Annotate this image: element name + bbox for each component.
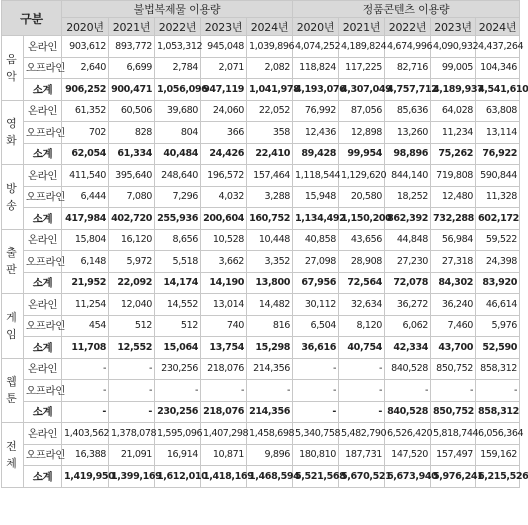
value-cell: 61,352 — [62, 100, 109, 122]
table-row — [2, 444, 520, 466]
header-illegal-usage: 불법복제물 이용량 — [62, 1, 293, 18]
value-cell: 2,082 — [247, 57, 293, 79]
header-year: 2021년 — [339, 18, 385, 36]
category-label: 영 화 — [2, 100, 24, 165]
value-cell: 6,504 — [293, 315, 339, 337]
value-cell: 21,091 — [109, 444, 155, 466]
value-cell: 512 — [155, 315, 201, 337]
value-cell: 11,328 — [476, 186, 520, 208]
value-cell: 1,039,896 — [247, 36, 293, 58]
value-cell: 417,984 — [62, 208, 109, 230]
value-cell: 1,118,544 — [293, 165, 339, 187]
value-cell: 1,595,096 — [155, 423, 201, 445]
value-cell: 5,976 — [476, 315, 520, 337]
value-cell: - — [339, 358, 385, 380]
row-type-label: 온라인 — [24, 423, 62, 445]
table-row — [2, 36, 520, 58]
value-cell: 10,448 — [247, 229, 293, 251]
table-row — [2, 165, 520, 187]
row-type-label: 오프라인 — [24, 444, 62, 466]
value-cell: 903,612 — [62, 36, 109, 58]
value-cell: 98,896 — [385, 143, 431, 165]
value-cell: 22,410 — [247, 143, 293, 165]
value-cell: 36,240 — [431, 294, 476, 316]
row-type-label: 소계 — [24, 79, 62, 101]
value-cell: - — [62, 358, 109, 380]
value-cell: 1,418,169 — [201, 466, 247, 488]
value-cell: 64,028 — [431, 100, 476, 122]
value-cell: 1,150,200 — [339, 208, 385, 230]
value-cell: 4,674,996 — [385, 36, 431, 58]
value-cell: 732,288 — [431, 208, 476, 230]
value-cell: 3,352 — [247, 251, 293, 273]
value-cell: 159,162 — [476, 444, 520, 466]
value-cell: 12,898 — [339, 122, 385, 144]
value-cell: - — [339, 401, 385, 423]
value-cell: 214,356 — [247, 401, 293, 423]
value-cell: 6,699 — [109, 57, 155, 79]
value-cell: 1,612,010 — [155, 466, 201, 488]
value-cell: 63,808 — [476, 100, 520, 122]
value-cell: 366 — [201, 122, 247, 144]
value-cell: 804 — [155, 122, 201, 144]
value-cell: 24,060 — [201, 100, 247, 122]
value-cell: 44,848 — [385, 229, 431, 251]
value-cell: 719,808 — [431, 165, 476, 187]
value-cell: 24,398 — [476, 251, 520, 273]
category-label: 출 판 — [2, 229, 24, 294]
row-type-label: 온라인 — [24, 358, 62, 380]
value-cell: 1,407,298 — [201, 423, 247, 445]
row-type-label: 소계 — [24, 337, 62, 359]
table-body — [2, 36, 528, 488]
value-cell: 5,521,568 — [293, 466, 339, 488]
value-cell: 1,399,169 — [109, 466, 155, 488]
table-row — [2, 122, 520, 144]
value-cell: 147,520 — [385, 444, 431, 466]
value-cell: 1,419,950 — [62, 466, 109, 488]
value-cell: 5,972 — [109, 251, 155, 273]
value-cell: - — [293, 358, 339, 380]
value-cell: 6,673,940 — [385, 466, 431, 488]
value-cell: 85,636 — [385, 100, 431, 122]
value-cell: 702 — [62, 122, 109, 144]
value-cell: 4,437,264 — [476, 36, 520, 58]
value-cell: 76,992 — [293, 100, 339, 122]
value-cell: 52,590 — [476, 337, 520, 359]
header-gubun: 구분 — [2, 1, 62, 36]
value-cell: 858,312 — [476, 401, 520, 423]
value-cell: 87,056 — [339, 100, 385, 122]
value-cell: 3,288 — [247, 186, 293, 208]
table-row — [2, 466, 520, 488]
header-year: 2020년 — [293, 18, 339, 36]
header-year: 2024년 — [247, 18, 293, 36]
value-cell: 84,302 — [431, 272, 476, 294]
row-type-label: 소계 — [24, 466, 62, 488]
value-cell: 1,378,078 — [109, 423, 155, 445]
value-cell: - — [109, 380, 155, 402]
value-cell: 14,482 — [247, 294, 293, 316]
value-cell: 83,920 — [476, 272, 520, 294]
value-cell: 43,700 — [431, 337, 476, 359]
value-cell: 22,092 — [109, 272, 155, 294]
value-cell: 816 — [247, 315, 293, 337]
value-cell: 7,460 — [431, 315, 476, 337]
value-cell: 248,640 — [155, 165, 201, 187]
value-cell: 15,948 — [293, 186, 339, 208]
value-cell: 36,272 — [385, 294, 431, 316]
value-cell: 947,119 — [201, 79, 247, 101]
header-legit-usage: 정품콘텐츠 이용량 — [293, 1, 520, 18]
value-cell: 7,080 — [109, 186, 155, 208]
value-cell: 40,858 — [293, 229, 339, 251]
value-cell: 5,340,758 — [293, 423, 339, 445]
value-cell: 75,262 — [431, 143, 476, 165]
value-cell: - — [62, 380, 109, 402]
value-cell: 4,193,076 — [293, 79, 339, 101]
value-cell: 27,230 — [385, 251, 431, 273]
value-cell: - — [155, 380, 201, 402]
value-cell: - — [431, 380, 476, 402]
table-header — [2, 1, 520, 36]
value-cell: - — [385, 380, 431, 402]
value-cell: 20,580 — [339, 186, 385, 208]
value-cell: 4,090,932 — [431, 36, 476, 58]
value-cell: 61,334 — [109, 143, 155, 165]
row-type-label: 오프라인 — [24, 380, 62, 402]
value-cell: 40,484 — [155, 143, 201, 165]
value-cell: 42,334 — [385, 337, 431, 359]
value-cell: 56,984 — [431, 229, 476, 251]
value-cell: 89,428 — [293, 143, 339, 165]
value-cell: 160,752 — [247, 208, 293, 230]
row-type-label: 소계 — [24, 401, 62, 423]
value-cell: 4,032 — [201, 186, 247, 208]
header-year: 2023년 — [201, 18, 247, 36]
value-cell: 402,720 — [109, 208, 155, 230]
table-row — [2, 401, 520, 423]
value-cell: 255,936 — [155, 208, 201, 230]
value-cell: 14,190 — [201, 272, 247, 294]
value-cell: 11,708 — [62, 337, 109, 359]
row-type-label: 온라인 — [24, 100, 62, 122]
usage-table — [1, 0, 528, 488]
table-row — [2, 143, 520, 165]
value-cell: 13,754 — [201, 337, 247, 359]
row-type-label: 소계 — [24, 208, 62, 230]
value-cell: 15,298 — [247, 337, 293, 359]
value-cell: 15,804 — [62, 229, 109, 251]
value-cell: 1,468,594 — [247, 466, 293, 488]
value-cell: 10,528 — [201, 229, 247, 251]
header-year: 2022년 — [385, 18, 431, 36]
value-cell: 4,541,610 — [476, 79, 520, 101]
value-cell: 6,526,420 — [385, 423, 431, 445]
value-cell: 840,528 — [385, 401, 431, 423]
category-label: 웹 툰 — [2, 358, 24, 423]
table-row — [2, 358, 520, 380]
category-label: 게 임 — [2, 294, 24, 359]
value-cell: 18,252 — [385, 186, 431, 208]
value-cell: 411,540 — [62, 165, 109, 187]
value-cell: 24,426 — [201, 143, 247, 165]
value-cell: 5,976,241 — [431, 466, 476, 488]
row-type-label: 온라인 — [24, 36, 62, 58]
value-cell: - — [201, 380, 247, 402]
value-cell: 196,572 — [201, 165, 247, 187]
value-cell: 512 — [109, 315, 155, 337]
value-cell: 5,818,744 — [431, 423, 476, 445]
value-cell: 16,914 — [155, 444, 201, 466]
value-cell: 40,754 — [339, 337, 385, 359]
value-cell: 13,260 — [385, 122, 431, 144]
value-cell: 27,318 — [431, 251, 476, 273]
value-cell: 12,480 — [431, 186, 476, 208]
value-cell: 218,076 — [201, 358, 247, 380]
value-cell: 454 — [62, 315, 109, 337]
value-cell: 180,810 — [293, 444, 339, 466]
value-cell: 1,403,562 — [62, 423, 109, 445]
table-row — [2, 251, 520, 273]
table-row — [2, 423, 520, 445]
header-year: 2023년 — [431, 18, 476, 36]
value-cell: 13,800 — [247, 272, 293, 294]
value-cell: 200,604 — [201, 208, 247, 230]
value-cell: 6,148 — [62, 251, 109, 273]
value-cell: 6,056,364 — [476, 423, 520, 445]
value-cell: 4,757,712 — [385, 79, 431, 101]
value-cell: 906,252 — [62, 79, 109, 101]
value-cell: 157,497 — [431, 444, 476, 466]
value-cell: 21,952 — [62, 272, 109, 294]
value-cell: 12,552 — [109, 337, 155, 359]
value-cell: 900,471 — [109, 79, 155, 101]
value-cell: 6,062 — [385, 315, 431, 337]
row-type-label: 오프라인 — [24, 251, 62, 273]
value-cell: 28,908 — [339, 251, 385, 273]
value-cell: 72,564 — [339, 272, 385, 294]
value-cell: 46,614 — [476, 294, 520, 316]
table-row — [2, 79, 520, 101]
value-cell: 117,225 — [339, 57, 385, 79]
value-cell: 358 — [247, 122, 293, 144]
value-cell: 230,256 — [155, 401, 201, 423]
value-cell: 4,307,049 — [339, 79, 385, 101]
value-cell: 840,528 — [385, 358, 431, 380]
value-cell: 214,356 — [247, 358, 293, 380]
value-cell: 118,824 — [293, 57, 339, 79]
value-cell: 7,296 — [155, 186, 201, 208]
table-row — [2, 57, 520, 79]
value-cell: 945,048 — [201, 36, 247, 58]
row-type-label: 온라인 — [24, 165, 62, 187]
header-year: 2022년 — [155, 18, 201, 36]
value-cell: - — [109, 401, 155, 423]
value-cell: 30,112 — [293, 294, 339, 316]
value-cell: 27,098 — [293, 251, 339, 273]
row-type-label: 오프라인 — [24, 57, 62, 79]
value-cell: 13,114 — [476, 122, 520, 144]
value-cell: 218,076 — [201, 401, 247, 423]
value-cell: 12,040 — [109, 294, 155, 316]
value-cell: 15,064 — [155, 337, 201, 359]
value-cell: 850,752 — [431, 358, 476, 380]
value-cell: 230,256 — [155, 358, 201, 380]
table-row — [2, 337, 520, 359]
value-cell: 11,254 — [62, 294, 109, 316]
row-type-label: 소계 — [24, 272, 62, 294]
value-cell: 14,174 — [155, 272, 201, 294]
value-cell: 1,053,312 — [155, 36, 201, 58]
value-cell: 67,956 — [293, 272, 339, 294]
header-year: 2024년 — [476, 18, 520, 36]
table-row — [2, 294, 520, 316]
value-cell: 104,346 — [476, 57, 520, 79]
value-cell: 99,954 — [339, 143, 385, 165]
value-cell: 9,896 — [247, 444, 293, 466]
value-cell: 10,871 — [201, 444, 247, 466]
value-cell: - — [247, 380, 293, 402]
value-cell: 72,078 — [385, 272, 431, 294]
table-row — [2, 380, 520, 402]
value-cell: - — [293, 401, 339, 423]
value-cell: 2,071 — [201, 57, 247, 79]
value-cell: 1,129,620 — [339, 165, 385, 187]
value-cell: 850,752 — [431, 401, 476, 423]
value-cell: 4,189,937 — [431, 79, 476, 101]
value-cell: 1,041,978 — [247, 79, 293, 101]
value-cell: 11,234 — [431, 122, 476, 144]
table-row — [2, 100, 520, 122]
value-cell: 187,731 — [339, 444, 385, 466]
value-cell: 82,716 — [385, 57, 431, 79]
row-type-label: 오프라인 — [24, 315, 62, 337]
row-type-label: 오프라인 — [24, 122, 62, 144]
value-cell: 99,005 — [431, 57, 476, 79]
table-row — [2, 186, 520, 208]
row-type-label: 오프라인 — [24, 186, 62, 208]
value-cell: 1,056,096 — [155, 79, 201, 101]
value-cell: 32,634 — [339, 294, 385, 316]
value-cell: 5,518 — [155, 251, 201, 273]
value-cell: 12,436 — [293, 122, 339, 144]
row-type-label: 소계 — [24, 143, 62, 165]
value-cell: 59,522 — [476, 229, 520, 251]
category-label: 방 송 — [2, 165, 24, 230]
value-cell: 13,014 — [201, 294, 247, 316]
value-cell: 844,140 — [385, 165, 431, 187]
value-cell: 395,640 — [109, 165, 155, 187]
value-cell: 60,506 — [109, 100, 155, 122]
category-label: 음 악 — [2, 36, 24, 101]
value-cell: 8,656 — [155, 229, 201, 251]
value-cell: 62,054 — [62, 143, 109, 165]
value-cell: 43,656 — [339, 229, 385, 251]
row-type-label: 온라인 — [24, 294, 62, 316]
value-cell: 36,616 — [293, 337, 339, 359]
header-year: 2021년 — [109, 18, 155, 36]
value-cell: 3,662 — [201, 251, 247, 273]
value-cell: 6,444 — [62, 186, 109, 208]
value-cell: 590,844 — [476, 165, 520, 187]
value-cell: 893,772 — [109, 36, 155, 58]
value-cell: 4,074,252 — [293, 36, 339, 58]
value-cell: - — [293, 380, 339, 402]
value-cell: 16,388 — [62, 444, 109, 466]
value-cell: 1,134,492 — [293, 208, 339, 230]
value-cell: - — [109, 358, 155, 380]
row-type-label: 온라인 — [24, 229, 62, 251]
value-cell: 4,189,824 — [339, 36, 385, 58]
value-cell: 858,312 — [476, 358, 520, 380]
value-cell: 1,458,698 — [247, 423, 293, 445]
value-cell: 740 — [201, 315, 247, 337]
value-cell: 16,120 — [109, 229, 155, 251]
value-cell: 22,052 — [247, 100, 293, 122]
value-cell: 2,784 — [155, 57, 201, 79]
table-row — [2, 315, 520, 337]
table-row — [2, 229, 520, 251]
category-label: 전 체 — [2, 423, 24, 488]
value-cell: - — [62, 401, 109, 423]
header-year: 2020년 — [62, 18, 109, 36]
table-row — [2, 272, 520, 294]
value-cell: 2,640 — [62, 57, 109, 79]
value-cell: - — [476, 380, 520, 402]
value-cell: 602,172 — [476, 208, 520, 230]
value-cell: 6,215,526 — [476, 466, 520, 488]
value-cell: 14,552 — [155, 294, 201, 316]
table-row — [2, 208, 520, 230]
value-cell: 39,680 — [155, 100, 201, 122]
value-cell: 8,120 — [339, 315, 385, 337]
value-cell: 828 — [109, 122, 155, 144]
value-cell: 157,464 — [247, 165, 293, 187]
value-cell: 76,922 — [476, 143, 520, 165]
value-cell: 862,392 — [385, 208, 431, 230]
value-cell: 5,670,521 — [339, 466, 385, 488]
value-cell: - — [339, 380, 385, 402]
value-cell: 5,482,790 — [339, 423, 385, 445]
